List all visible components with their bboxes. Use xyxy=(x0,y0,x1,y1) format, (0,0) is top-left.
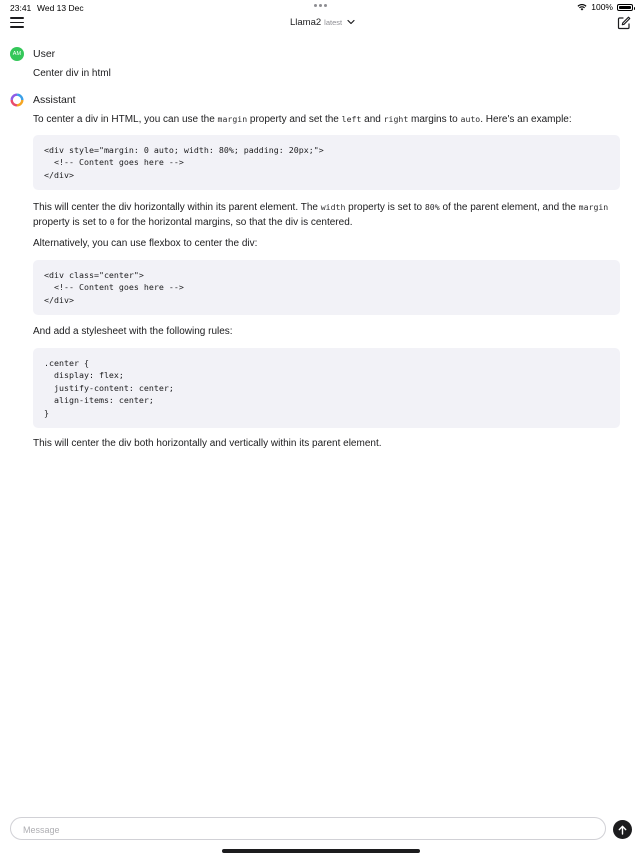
inline-code: margin xyxy=(578,202,609,212)
avatar: AM xyxy=(10,47,24,61)
battery-percentage: 100% xyxy=(591,2,613,12)
compose-icon[interactable] xyxy=(617,16,631,30)
assistant-message-header xyxy=(10,93,76,107)
assistant-role-label: Assistant xyxy=(33,94,76,106)
model-name: Llama2 xyxy=(290,17,322,28)
message-composer xyxy=(10,817,606,840)
model-tag: latest xyxy=(324,18,343,27)
chevron-down-icon xyxy=(347,19,355,25)
code-block[interactable]: <div style="margin: 0 auto; width: 80%; padding: 20px;"> <!-- Content goes here --> </div> xyxy=(33,135,620,190)
status-time: 23:41 xyxy=(10,3,32,13)
assistant-paragraph-1: To center a div in HTML, you can use the margin property and set the left and right margins to auto. Here's an example: xyxy=(33,114,572,125)
menu-icon[interactable] xyxy=(10,17,24,29)
code-block[interactable]: .center { display: flex; justify-content: center; align-items: center; } xyxy=(33,348,620,428)
inline-code: margin xyxy=(217,114,248,124)
inline-code: 0 xyxy=(109,217,115,227)
arrow-up-icon xyxy=(618,825,627,835)
status-date: Wed 13 Dec xyxy=(37,3,84,13)
inline-code: right xyxy=(383,114,409,124)
model-selector[interactable] xyxy=(290,17,355,28)
assistant-paragraph-5: This will center the div both horizontally and vertically within its parent element. xyxy=(33,438,382,449)
multitasking-dots-icon[interactable] xyxy=(314,4,330,8)
nav-bar xyxy=(0,14,643,34)
inline-code: 80% xyxy=(424,202,440,212)
user-message-text: Center div in html xyxy=(33,68,111,79)
user-role-label: User xyxy=(33,48,56,60)
battery-icon xyxy=(617,4,633,11)
assistant-paragraph-4: And add a stylesheet with the following rules: xyxy=(33,326,233,337)
inline-code: width xyxy=(320,202,346,212)
inline-code: left xyxy=(341,114,362,124)
assistant-logo-icon xyxy=(10,93,24,107)
send-button[interactable] xyxy=(613,820,632,839)
assistant-paragraph-3: Alternatively, you can use flexbox to center the div: xyxy=(33,238,258,249)
code-block[interactable]: <div class="center"> <!-- Content goes here --> </div> xyxy=(33,260,620,315)
assistant-paragraph-2: This will center the div horizontally within its parent element. The width property is set to 80% of the parent element, and the margin property is set to 0 for the horizontal margins, so that the div is centered. xyxy=(33,202,609,228)
user-message-header xyxy=(10,47,55,61)
wifi-icon xyxy=(577,3,587,11)
status-indicators xyxy=(577,2,633,12)
home-indicator[interactable] xyxy=(222,849,420,853)
inline-code: auto xyxy=(460,114,481,124)
message-input[interactable] xyxy=(21,822,585,838)
